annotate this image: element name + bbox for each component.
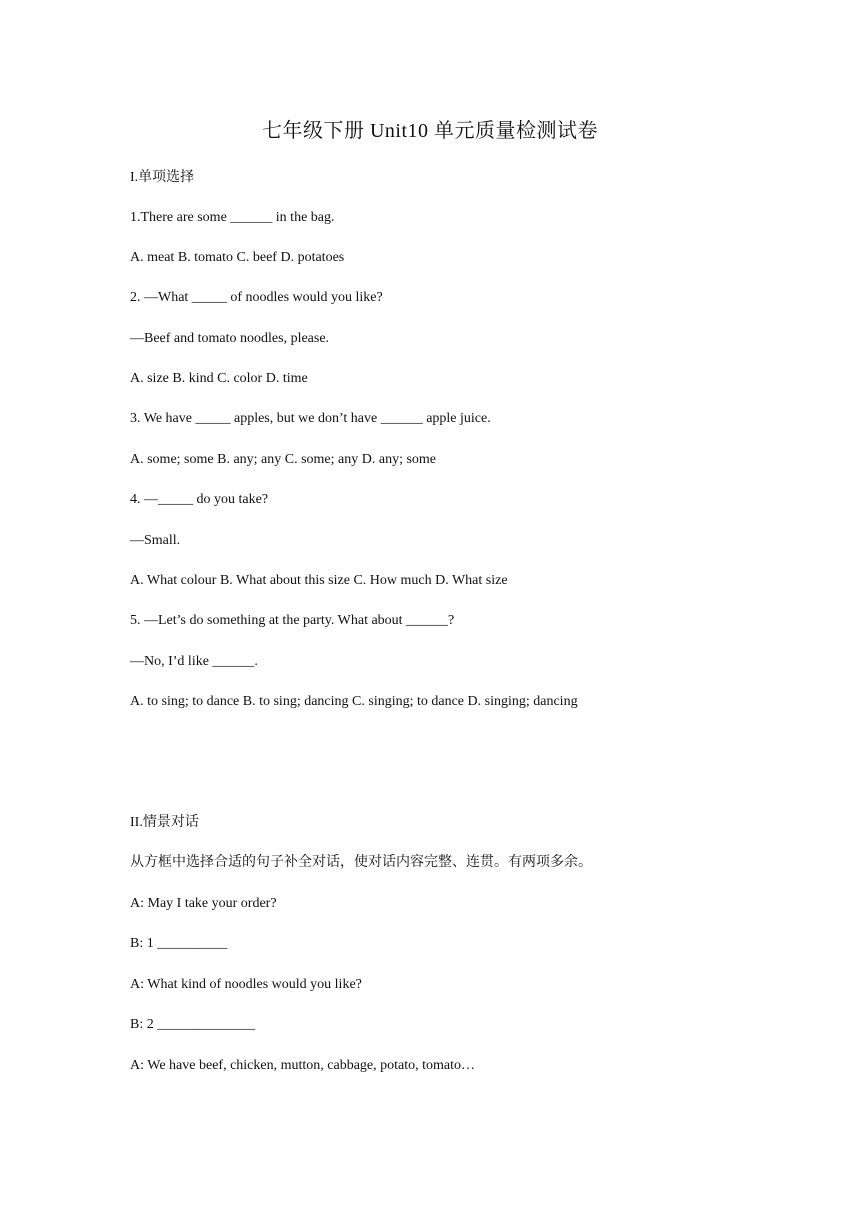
question-5-response: —No, I’d like ______. [130,654,258,669]
question-5-options: A. to sing; to dance B. to sing; dancing C. singing; to dance D. singing; dancing [130,694,578,709]
dialogue-line-1: A: May I take your order? [130,896,277,911]
dialogue-line-5: A: We have beef, chicken, mutton, cabbage, potato, tomato… [130,1058,476,1073]
question-5: 5. —Let’s do something at the party. What about ______? [130,613,455,628]
question-2-response: —Beef and tomato noodles, please. [130,331,330,346]
dialogue-line-3: A: What kind of noodles would you like? [130,977,362,992]
question-4: 4. —_____ do you take? [130,492,269,507]
question-4-response: —Small. [130,533,181,548]
question-4-options: A. What colour B. What about this size C. How much D. What size [130,573,508,588]
question-2-options: A. size B. kind C. color D. time [130,371,308,386]
question-3: 3. We have _____ apples, but we don’t have ______ apple juice. [130,411,491,426]
question-2: 2. —What _____ of noodles would you like? [130,290,383,305]
question-1-options: A. meat B. tomato C. beef D. potatoes [130,250,345,265]
dialogue-line-4: B: 2 ______________ [130,1017,256,1032]
question-3-options: A. some; some B. any; any C. some; any D. any; some [130,452,437,467]
dialogue-line-2: B: 1 __________ [130,936,228,951]
section1-heading: I.单项选择 [130,170,195,185]
section2-instruction: 从方框中选择合适的句子补全对话，使对话内容完整、连贯。有两项多余。 [130,855,592,870]
section2-heading: II.情景对话 [130,815,199,830]
page-title: 七年级下册 Unit10 单元质量检测试卷 [261,120,599,142]
question-1: 1.There are some ______ in the bag. [130,210,335,225]
